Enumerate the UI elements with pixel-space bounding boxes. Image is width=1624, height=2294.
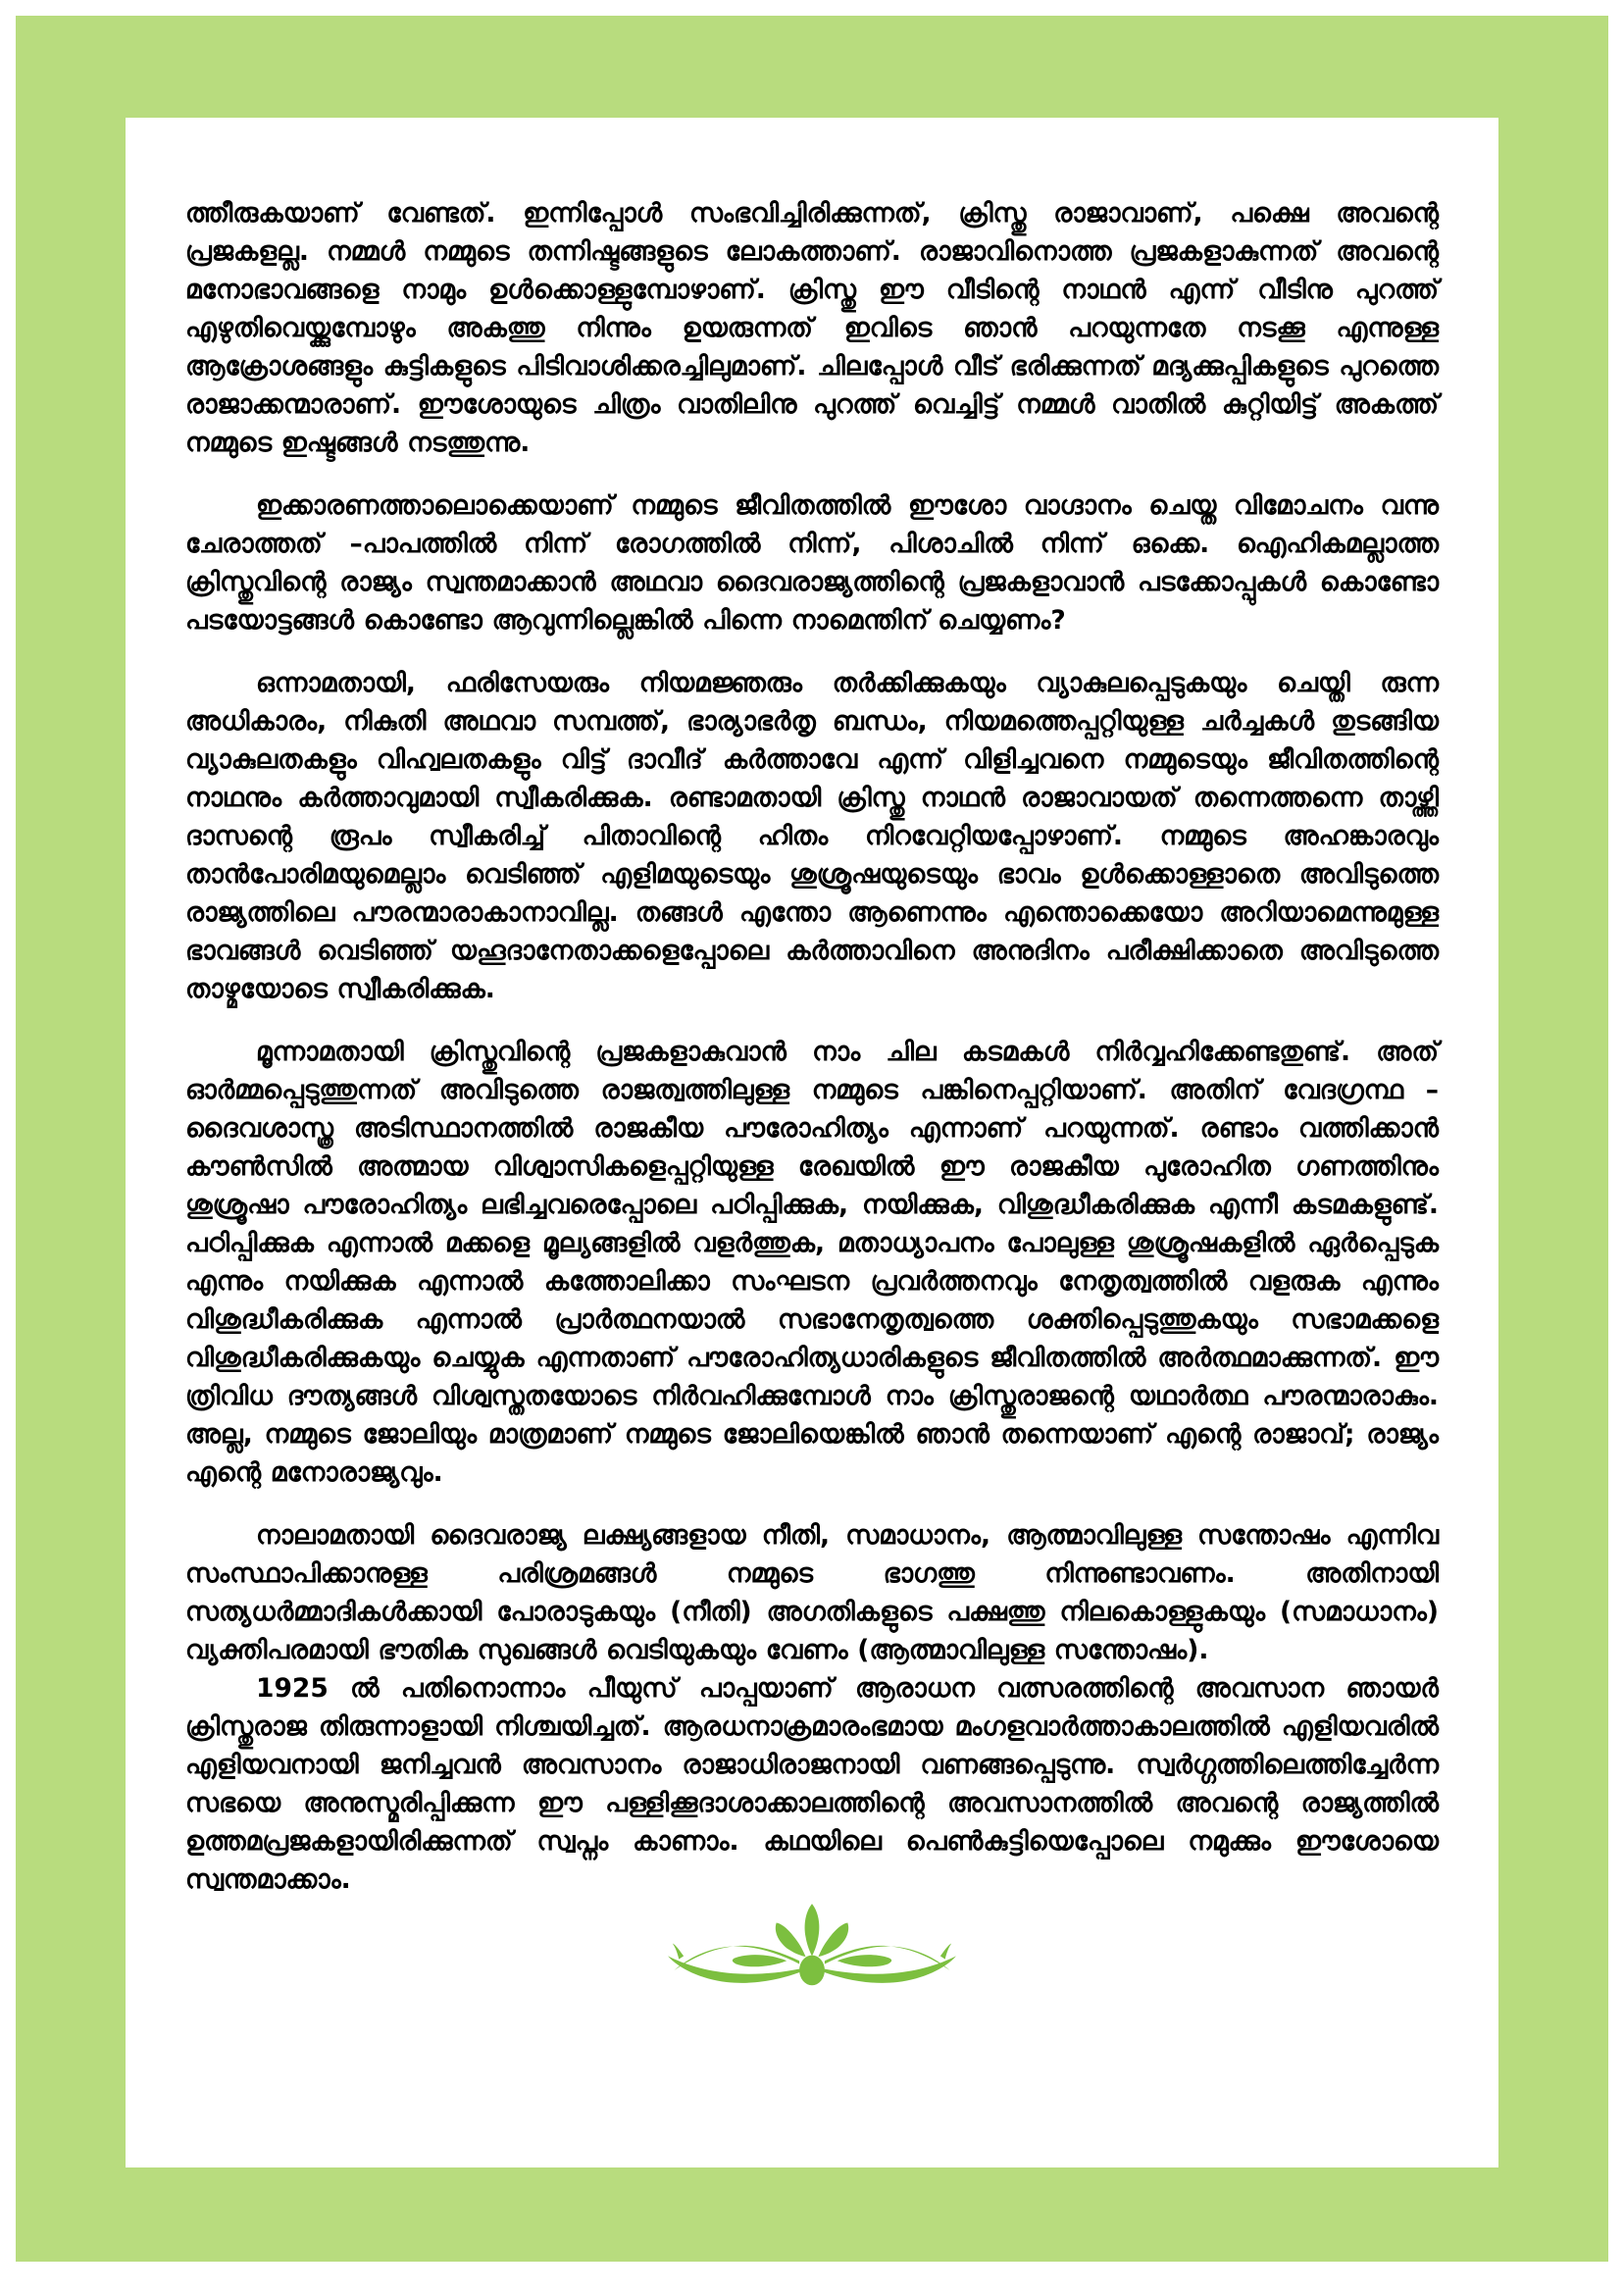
floral-flourish-divider-icon xyxy=(606,1873,1018,2001)
paragraph-3: ഒന്നാമതായി, ഫരിസേയരും നിയമജ്ഞരും തർക്കിക്കുകയും വ്യാകുലപ്പെടുകയും ചെയ്തി രുന്ന അധികാരം, നികുതി അഥവാ സമ്പത്ത്, ഭാര്യാഭർതൃ ബന്ധം, നിയമത്തെപ്പറ്റിയുള്ള ചർച്ചകൾ തുടങ്ങിയ വ്യാകുലതകളും വിഹ്വലതകളും വിട്ട് ദാവീദ് കർത്താവേ എന്ന് വിളിച്ചവനെ നമ്മുടെയും ജീവിതത്തിന്റെ നാഥനും കർത്താവുമായി സ്വീകരിക്കുക. രണ്ടാമതായി ക്രിസ്തു നാഥൻ രാജാവായത് തന്നെത്തന്നെ താഴ്ത്തി ദാസന്റെ രൂപം സ്വീകരിച്ച് പിതാവിന്റെ ഹിതം നിറവേറ്റിയപ്പോഴാണ്. നമ്മുടെ അഹങ്കാരവും താൻപോരിമയുമെല്ലാം വെടിഞ്ഞ് എളിമയുടെയും ശുശ്രൂഷയുടെയും ഭാവം ഉൾക്കൊള്ളാതെ അവിടുത്തെ രാജ്യത്തിലെ പൗരന്മാരാകാനാവില്ല. തങ്ങൾ എന്തോ ആണെന്നും എന്തൊക്കെയോ അറിയാമെന്നുമുള്ള ഭാവങ്ങൾ വെടിഞ്ഞ് യഹൂദാനേതാക്കളെപ്പോലെ കർത്താവിനെ അനുദിനം പരീക്ഷിക്കാതെ അവിടുത്തെ താഴ്മയോടെ സ്വീകരിക്കുക. xyxy=(185,668,1439,1004)
ornament-container xyxy=(126,1873,1498,2006)
paragraph-4: മൂന്നാമതായി ക്രിസ്തുവിന്റെ പ്രജകളാകുവാൻ നാം ചില കടമകൾ നിർവ്വഹിക്കേണ്ടതുണ്ട്. അത് ഓർമ്മപ്പെടുത്തുന്നത് അവിടുത്തെ രാജത്വത്തിലുള്ള നമ്മുടെ പങ്കിനെപ്പറ്റിയാണ്. അതിന് വേദഗ്രന്ഥ – ദൈവശാസ്ത്ര അടിസ്ഥാനത്തിൽ രാജകീയ പൗരോഹിത്യം എന്നാണ് പറയുന്നത്. രണ്ടാം വത്തിക്കാൻ കൗൺസിൽ അത്മായ വിശ്വാസികളെപ്പറ്റിയുള്ള രേഖയിൽ ഈ രാജകീയ പുരോഹിത ഗണത്തിനും ശുശ്രൂഷാ പൗരോഹിത്യം ലഭിച്ചവരെപ്പോലെ പഠിപ്പിക്കുക, നയിക്കുക, വിശുദ്ധീകരിക്കുക എന്നീ കടമകളുണ്ട്. പഠിപ്പിക്കുക എന്നാൽ മക്കളെ മൂല്യങ്ങളിൽ വളർത്തുക, മതാധ്യാപനം പോലുള്ള ശുശ്രൂഷകളിൽ ഏർപ്പെടുക എന്നും നയിക്കുക എന്നാൽ കത്തോലിക്കാ സംഘടന പ്രവർത്തനവും നേതൃത്വത്തിൽ വളരുക എന്നും വിശുദ്ധീകരിക്കുക എന്നാൽ പ്രാർത്ഥനയാൽ സഭാനേതൃത്വത്തെ ശക്തിപ്പെടുത്തുകയും സഭാമക്കളെ വിശുദ്ധീകരിക്കുകയും ചെയ്യുക എന്നതാണ് പൗരോഹിത്യധാരികളുടെ ജീവിതത്തിൽ അർത്ഥമാക്കുന്നത്. ഈ ത്രിവിധ ദൗത്യങ്ങൾ വിശ്വസ്തതയോടെ നിർവഹിക്കുമ്പോൾ നാം ക്രിസ്തുരാജന്റെ യഥാർത്ഥ പൗരന്മാരാകും. അല്ല, നമ്മുടെ ജോലിയും മാത്രമാണ് നമ്മുടെ ജോലിയെങ്കിൽ ഞാൻ തന്നെയാണ് എന്റെ രാജാവ്; രാജ്യം എന്റെ മനോരാജ്യവും. xyxy=(185,1037,1439,1488)
paragraph-2: ഇക്കാരണത്താലൊക്കെയാണ് നമ്മുടെ ജീവിതത്തിൽ ഈശോ വാഗ്ദാനം ചെയ്ത വിമോചനം വന്നു ചേരാത്തത് –പാപത്തിൽ നിന്ന് രോഗത്തിൽ നിന്ന്, പിശാചിൽ നിന്ന് ഒക്കെ. ഐഹികമല്ലാത്ത ക്രിസ്തുവിന്റെ രാജ്യം സ്വന്തമാക്കാൻ അഥവാ ദൈവരാജ്യത്തിന്റെ പ്രജകളാവാൻ പടക്കോപ്പുകൾ കൊണ്ടോ പടയോട്ടങ്ങൾ കൊണ്ടോ ആവുന്നില്ലെങ്കിൽ പിന്നെ നാമെന്തിന് ചെയ്യണം? xyxy=(185,490,1439,636)
page-frame xyxy=(16,16,1608,2262)
paragraph-5: നാലാമതായി ദൈവരാജ്യ ലക്ഷ്യങ്ങളായ നീതി, സമാധാനം, ആത്മാവിലുള്ള സന്തോഷം എന്നിവ സംസ്ഥാപിക്കാനുള്ള പരിശ്രമങ്ങൾ നമ്മുടെ ഭാഗത്തു നിന്നുണ്ടാവണം. അതിനായി സത്യധർമ്മാദികൾക്കായി പോരാടുകയും (നീതി) അഗതികളുടെ പക്ഷത്തു നിലകൊള്ളുകയും (സമാധാനം) വ്യക്തിപരമായി ഭൗതിക സുഖങ്ങൾ വെടിയുകയും വേണം (ആത്മാവിലുള്ള സന്തോഷം). xyxy=(185,1520,1439,1665)
paragraph-6: 1925 ൽ പതിനൊന്നാം പീയുസ് പാപ്പയാണ് ആരാധന വത്സരത്തിന്റെ അവസാന ഞായർ ക്രിസ്തുരാജ തിരുന്നാളായി നിശ്ചയിച്ചത്. ആരധനാക്രമാരംഭമായ മംഗളവാർത്താകാലത്തിൽ എളിയവരിൽ എളിയവനായി ജനിച്ചവൻ അവസാനം രാജാധിരാജനായി വണങ്ങപ്പെടുന്നു. സ്വർഗ്ഗത്തിലെത്തിച്ചേർന്ന സഭയെ അനുസ്മരിപ്പിക്കുന്ന ഈ പള്ളിക്കൂദാശാക്കാലത്തിന്റെ അവസാനത്തിൽ അവന്റെ രാജ്യത്തിൽ ഉത്തമപ്രജകളായിരിക്കുന്നത് സ്വപ്നം കാണാം. കഥയിലെ പെൺകുട്ടിയെപ്പോലെ നമുക്കും ഈശോയെ സ്വന്തമാക്കാം. xyxy=(185,1673,1439,1895)
article-body xyxy=(185,194,1439,1923)
paragraph-1: ത്തീരുകയാണ് വേണ്ടത്. ഇന്നിപ്പോൾ സംഭവിച്ചിരിക്കുന്നത്, ക്രിസ്തു രാജാവാണ്, പക്ഷെ അവന്റെ പ്രജകളല്ല. നമ്മൾ നമ്മുടെ തന്നിഷ്ടങ്ങളുടെ ലോകത്താണ്. രാജാവിനൊത്ത പ്രജകളാകുന്നത് അവന്റെ മനോഭാവങ്ങളെ നാമും ഉൾക്കൊള്ളുമ്പോഴാണ്. ക്രിസ്തു ഈ വീടിന്റെ നാഥൻ എന്ന് വീടിനു പുറത്ത് എഴുതിവെയ്ക്കുമ്പോഴും അകത്തു നിന്നും ഉയരുന്നത് ഇവിടെ ഞാൻ പറയുന്നതേ നടക്കൂ എന്നുള്ള ആക്രോശങ്ങളും കുട്ടികളുടെ പിടിവാശിക്കരച്ചിലുമാണ്. ചിലപ്പോൾ വീട് ഭരിക്കുന്നത് മദ്യക്കുപ്പികളുടെ പുറത്തെ രാജാക്കന്മാരാണ്. ഈശോയുടെ ചിത്രം വാതിലിനു പുറത്ത് വെച്ചിട്ട് നമ്മൾ വാതിൽ കുറ്റിയിട്ട് അകത്ത് നമ്മുടെ ഇഷ്ടങ്ങൾ നടത്തുന്നു. xyxy=(185,198,1439,458)
page-sheet xyxy=(126,118,1498,2167)
